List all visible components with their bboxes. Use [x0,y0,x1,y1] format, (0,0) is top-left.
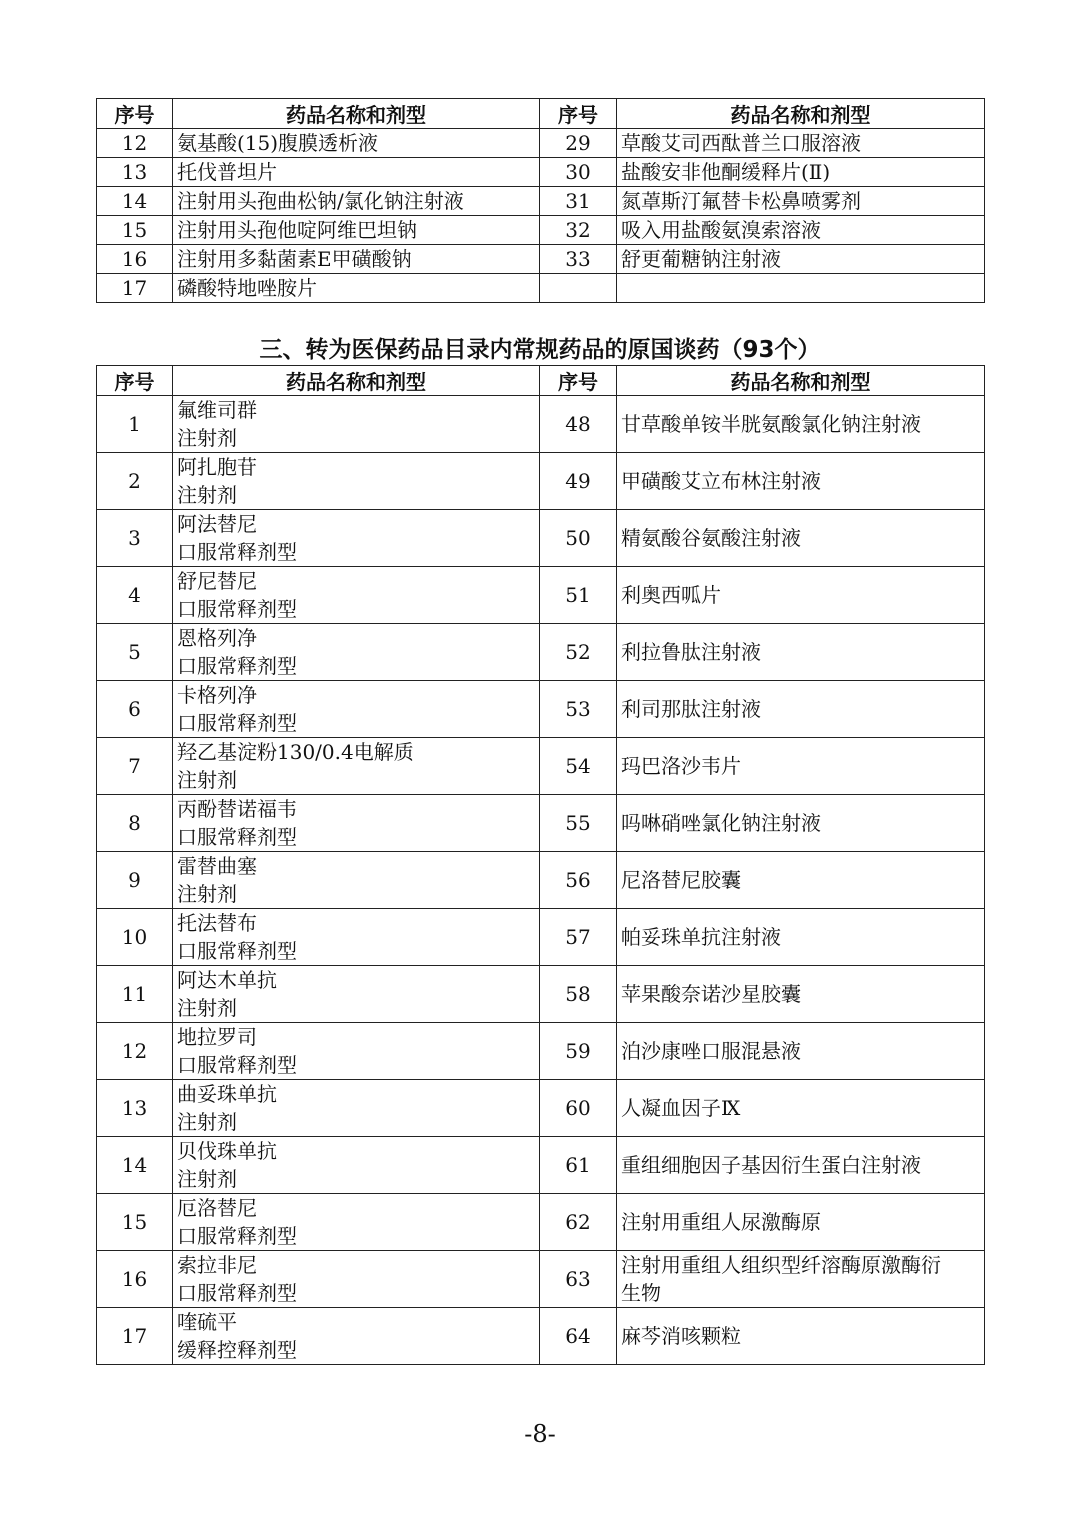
row-index: 16 [97,1251,173,1308]
row-index: 15 [97,1194,173,1251]
row-index: 14 [97,1137,173,1194]
row-index: 61 [540,1137,617,1194]
table-row [97,1023,985,1080]
drug-name [173,1137,540,1194]
drug-name-line: 人凝血因子Ⅸ [621,1096,741,1120]
drug-name [617,795,985,852]
drug-name [173,909,540,966]
drug-name: 氮䓬斯汀氟替卡松鼻喷雾剂 [617,187,985,216]
drug-name-line: 利司那肽注射液 [621,697,761,721]
row-index: 31 [540,187,617,216]
dosage-form-line: 口服常释剂型 [177,1281,297,1305]
drug-name: 氨基酸(15)腹膜透析液 [173,129,540,158]
drug-name [617,396,985,453]
drug-name-line: 地拉罗司 [177,1025,257,1049]
table-row [97,129,985,158]
row-index: 8 [97,795,173,852]
drug-name-line: 麻芩消咳颗粒 [621,1324,741,1348]
dosage-form-line: 口服常释剂型 [177,540,297,564]
drug-name-line: 卡格列净 [177,683,257,707]
drug-name: 注射用多黏菌素E甲磺酸钠 [173,245,540,274]
row-index: 56 [540,852,617,909]
row-index: 13 [97,1080,173,1137]
drug-name-line: 甘草酸单铵半胱氨酸氯化钠注射液 [621,412,921,436]
table-header-row [97,99,985,129]
table-row [97,1194,985,1251]
row-index: 52 [540,624,617,681]
row-index: 59 [540,1023,617,1080]
dosage-form-line: 注射剂 [177,1167,237,1191]
drug-name: 磷酸特地唑胺片 [173,274,540,303]
dosage-form-line: 口服常释剂型 [177,711,297,735]
table-row [97,795,985,852]
drug-name: 托伐普坦片 [173,158,540,187]
row-index: 49 [540,453,617,510]
drug-name-line: 阿扎胞苷 [177,455,257,479]
drug-name-line: 生物 [621,1281,661,1305]
drug-name-line: 重组细胞因子基因衍生蛋白注射液 [621,1153,921,1177]
drug-name [617,1308,985,1365]
drug-name-line: 利拉鲁肽注射液 [621,640,761,664]
dosage-form-line: 注射剂 [177,882,237,906]
row-index: 12 [97,1023,173,1080]
col-header-drug-name: 药品名称和剂型 [617,99,985,129]
page-number: -8- [524,1420,556,1448]
drug-name [173,966,540,1023]
table-row [97,245,985,274]
section-title: 三、转为医保药品目录内常规药品的原国谈药（93个） [259,337,821,363]
table-row [97,216,985,245]
row-index: 5 [97,624,173,681]
row-index: 6 [97,681,173,738]
row-index: 2 [97,453,173,510]
drug-name: 吸入用盐酸氨溴索溶液 [617,216,985,245]
row-index: 54 [540,738,617,795]
dosage-form-line: 注射剂 [177,1110,237,1134]
drug-name-line: 尼洛替尼胶囊 [621,868,741,892]
drug-name-line: 甲磺酸艾立布林注射液 [621,469,821,493]
row-index [540,274,617,303]
row-index: 12 [97,129,173,158]
table-row [97,187,985,216]
drug-name-line: 恩格列净 [177,626,257,650]
row-index: 10 [97,909,173,966]
drug-table-regular [96,365,985,1365]
row-index: 50 [540,510,617,567]
row-index: 60 [540,1080,617,1137]
dosage-form-line: 注射剂 [177,483,237,507]
col-header-drug-name: 药品名称和剂型 [173,99,540,129]
drug-name: 注射用头孢曲松钠/氯化钠注射液 [173,187,540,216]
drug-name-line: 舒尼替尼 [177,569,257,593]
table-row [97,1080,985,1137]
drug-name-line: 注射用重组人尿激酶原 [621,1210,821,1234]
drug-name-line: 喹硫平 [177,1310,237,1334]
row-index: 53 [540,681,617,738]
row-index: 9 [97,852,173,909]
drug-name [617,510,985,567]
dosage-form-line: 注射剂 [177,768,237,792]
drug-name [173,510,540,567]
drug-name [617,738,985,795]
dosage-form-line: 注射剂 [177,426,237,450]
drug-name [617,681,985,738]
row-index: 17 [97,274,173,303]
drug-name-line: 泊沙康唑口服混悬液 [621,1039,801,1063]
drug-name [173,624,540,681]
drug-name [617,1023,985,1080]
drug-name [173,795,540,852]
drug-name-line: 阿法替尼 [177,512,257,536]
col-header-index: 序号 [97,366,173,396]
col-header-index: 序号 [540,366,617,396]
drug-name [617,1251,985,1308]
dosage-form-line: 缓释控释剂型 [177,1338,297,1362]
table-row [97,453,985,510]
row-index: 3 [97,510,173,567]
col-header-index: 序号 [540,99,617,129]
row-index: 55 [540,795,617,852]
dosage-form-line: 口服常释剂型 [177,1224,297,1248]
drug-name [617,909,985,966]
drug-name-line: 氟维司群 [177,398,257,422]
col-header-drug-name: 药品名称和剂型 [173,366,540,396]
drug-name [173,567,540,624]
row-index: 32 [540,216,617,245]
row-index: 4 [97,567,173,624]
table-row [97,510,985,567]
table-row [97,567,985,624]
table-row [97,738,985,795]
drug-name [617,966,985,1023]
drug-table-continued [96,98,985,303]
drug-name [173,1308,540,1365]
table-row [97,1251,985,1308]
row-index: 58 [540,966,617,1023]
row-index: 48 [540,396,617,453]
row-index: 7 [97,738,173,795]
drug-name [173,396,540,453]
drug-name [617,1137,985,1194]
table-row [97,274,985,303]
drug-name [617,1194,985,1251]
dosage-form-line: 口服常释剂型 [177,825,297,849]
row-index: 62 [540,1194,617,1251]
drug-name [173,1080,540,1137]
table-row [97,1308,985,1365]
dosage-form-line: 口服常释剂型 [177,1053,297,1077]
table-row [97,909,985,966]
drug-name [617,567,985,624]
drug-name-line: 曲妥珠单抗 [177,1082,277,1106]
drug-name [173,1023,540,1080]
row-index: 15 [97,216,173,245]
drug-name [173,681,540,738]
drug-name: 舒更葡糖钠注射液 [617,245,985,274]
table-row [97,158,985,187]
row-index: 51 [540,567,617,624]
drug-name-line: 索拉非尼 [177,1253,257,1277]
drug-name [173,852,540,909]
row-index: 57 [540,909,617,966]
drug-name-line: 雷替曲塞 [177,854,257,878]
drug-name-line: 托法替布 [177,911,257,935]
table-row [97,852,985,909]
row-index: 13 [97,158,173,187]
drug-name: 草酸艾司西酞普兰口服溶液 [617,129,985,158]
dosage-form-line: 注射剂 [177,996,237,1020]
drug-name [173,738,540,795]
drug-name-line: 阿达木单抗 [177,968,277,992]
row-index: 64 [540,1308,617,1365]
col-header-index: 序号 [97,99,173,129]
row-index: 33 [540,245,617,274]
table-row [97,624,985,681]
drug-name [617,274,985,303]
row-index: 14 [97,187,173,216]
row-index: 63 [540,1251,617,1308]
row-index: 29 [540,129,617,158]
table-row [97,396,985,453]
table-row [97,681,985,738]
table-header-row [97,366,985,396]
col-header-drug-name: 药品名称和剂型 [617,366,985,396]
row-index: 17 [97,1308,173,1365]
drug-name [617,852,985,909]
drug-name-line: 丙酚替诺福韦 [177,797,297,821]
row-index: 11 [97,966,173,1023]
drug-name-line: 吗啉硝唑氯化钠注射液 [621,811,821,835]
drug-name-line: 利奥西呱片 [621,583,721,607]
drug-name-line: 苹果酸奈诺沙星胶囊 [621,982,801,1006]
row-index: 16 [97,245,173,274]
table-row [97,1137,985,1194]
drug-name: 盐酸安非他酮缓释片(Ⅱ) [617,158,985,187]
drug-name [617,1080,985,1137]
dosage-form-line: 口服常释剂型 [177,597,297,621]
row-index: 30 [540,158,617,187]
drug-name-line: 精氨酸谷氨酸注射液 [621,526,801,550]
drug-name [617,453,985,510]
drug-name-line: 玛巴洛沙韦片 [621,754,741,778]
drug-name [617,624,985,681]
drug-name-line: 帕妥珠单抗注射液 [621,925,781,949]
drug-name [173,1251,540,1308]
drug-name-line: 贝伐珠单抗 [177,1139,277,1163]
row-index: 1 [97,396,173,453]
drug-name-line: 厄洛替尼 [177,1196,257,1220]
dosage-form-line: 口服常释剂型 [177,939,297,963]
dosage-form-line: 口服常释剂型 [177,654,297,678]
drug-name-line: 羟乙基淀粉130/0.4电解质 [177,740,414,764]
drug-name [173,1194,540,1251]
drug-name [173,453,540,510]
drug-name: 注射用头孢他啶阿维巴坦钠 [173,216,540,245]
drug-name-line: 注射用重组人组织型纤溶酶原激酶衍 [621,1253,941,1277]
table-row [97,966,985,1023]
